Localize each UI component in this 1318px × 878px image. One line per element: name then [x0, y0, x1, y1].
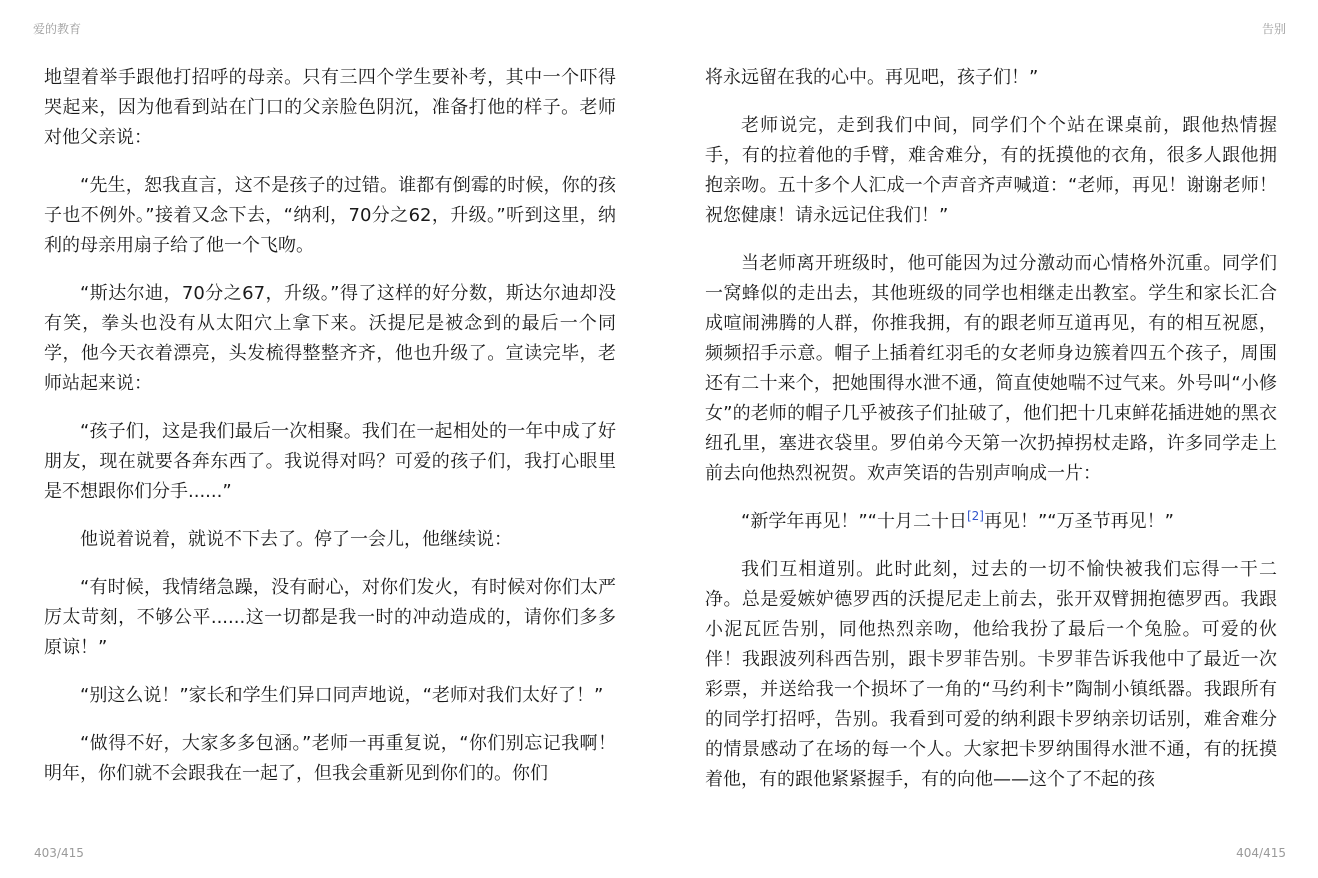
paragraph: 他说着说着，就说不下去了。停了一会儿，他继续说： — [80, 529, 512, 550]
left-page — [44, 63, 616, 823]
chapter-title: 告别 — [1261, 22, 1286, 36]
paragraph — [705, 507, 1277, 537]
paragraph: “做得不好，大家多多包涵。”老师一再重复说，“你们别忘记我啊！明年，你们就不会跟我在一起了，但我会重新见到你们的。你们 — [44, 733, 616, 784]
paragraph: 当老师离开班级时，他可能因为过分激动而心情格外沉重。同学们一窝蜂似的走出去，其他班级的同学也相继走出教室。学生和家长汇合成喧闹沸腾的人群，你推我拥，有的跟老师互道再见，有的相互祝愿，频频招手示意。帽子上插着红羽毛的女老师身边簇着四五个孩子，周围还有二十来个，把她围得水泄不通，简直使她喘不过气来。外号叫“小修女”的老师的帽子几乎被孩子们扯破了，他们把十几束鲜花插进她的黑衣纽孔里，塞进衣袋里。罗伯弟今天第一次扔掉拐杖走路，许多同学走上前去向他热烈祝贺。欢声笑语的告别声响成一片： — [705, 253, 1277, 484]
paragraph: 地望着举手跟他打招呼的母亲。只有三四个学生要补考，其中一个吓得哭起来，因为他看到站在门口的父亲脸色阴沉，准备打他的样子。老师对他父亲说： — [44, 67, 616, 148]
paragraph: “先生，恕我直言，这不是孩子的过错。谁都有倒霉的时候，你的孩子也不例外。”接着又念下去，“纳利，70分之62，升级。”听到这里，纳利的母亲用扇子给了他一个飞吻。 — [44, 175, 616, 256]
paragraph: “别这么说！”家长和学生们异口同声地说，“老师对我们太好了！” — [80, 685, 604, 706]
paragraph: 老师说完，走到我们中间，同学们个个站在课桌前，跟他热情握手，有的拉着他的手臂，难舍难分，有的抚摸他的衣角，很多人跟他拥抱亲吻。五十多个人汇成一个声音齐声喊道：“老师，再见！谢谢老师！祝您健康！请永远记住我们！” — [705, 115, 1277, 226]
page-number-right: 404/415 — [1236, 846, 1286, 860]
paragraph: 我们互相道别。此时此刻，过去的一切不愉快被我们忘得一干二净。总是爱嫉妒德罗西的沃提尼走上前去，张开双臂拥抱德罗西。我跟小泥瓦匠告别，同他热烈亲吻，他给我扮了最后一个兔脸。可爱的伙伴！我跟波列科西告别，跟卡罗菲告别。卡罗菲告诉我他中了最近一次彩票，并送给我一个损坏了一角的“马约利卡”陶制小镇纸器。我跟所有的同学打招呼，告别。我看到可爱的纳利跟卡罗纳亲切话别，难舍难分的情景感动了在场的每一个人。大家把卡罗纳围得水泄不通，有的抚摸着他，有的跟他紧紧握手，有的向他——这个了不起的孩 — [705, 559, 1277, 790]
footnote-link[interactable]: [2] — [966, 509, 984, 523]
book-title: 爱的教育 — [33, 22, 82, 36]
paragraph: “有时候，我情绪急躁，没有耐心，对你们发火，有时候对你们太严厉太苛刻，不够公平......这一切都是我一时的冲动造成的，请你们多多原谅！” — [44, 577, 616, 658]
right-page — [705, 63, 1277, 823]
page-number-left: 403/415 — [34, 846, 84, 860]
paragraph-text: 再见！”“万圣节再见！” — [983, 511, 1174, 532]
paragraph: “孩子们，这是我们最后一次相聚。我们在一起相处的一年中成了好朋友，现在就要各奔东西了。我说得对吗？可爱的孩子们，我打心眼里是不想跟你们分手......” — [44, 421, 616, 502]
paragraph: “斯达尔迪，70分之67，升级。”得了这样的好分数，斯达尔迪却没有笑，拳头也没有从太阳穴上拿下来。沃提尼是被念到的最后一个同学，他今天衣着漂亮，头发梳得整整齐齐，他也升级了。宣读完毕，老师站起来说： — [44, 283, 616, 394]
paragraph-text: “新学年再见！”“十月二十日 — [741, 511, 967, 532]
paragraph: 将永远留在我的心中。再见吧，孩子们！” — [705, 67, 1039, 88]
